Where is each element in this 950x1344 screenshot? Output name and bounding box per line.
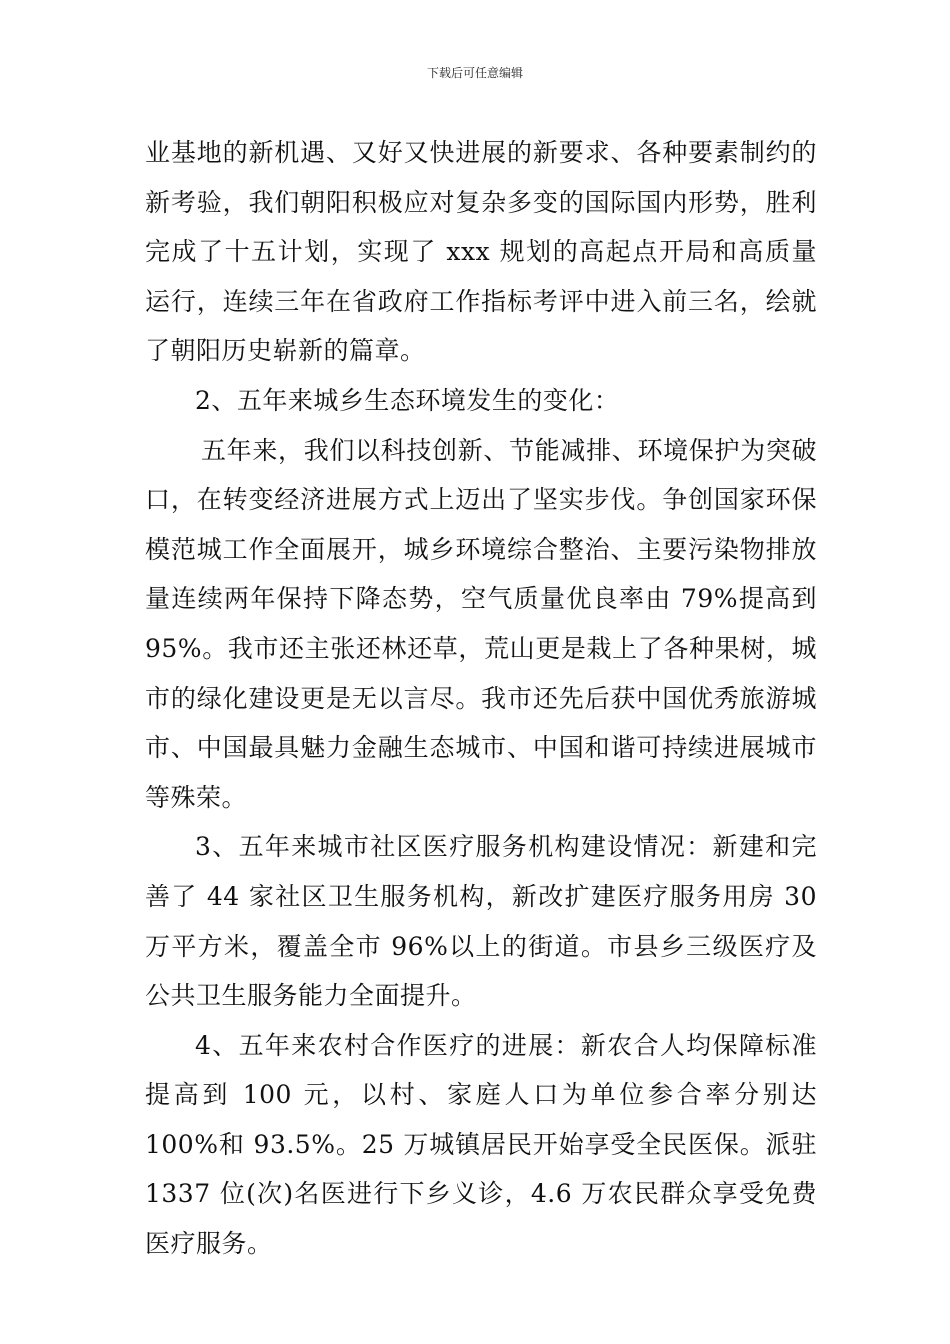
paragraph-heading-2: 2、五年来城乡生态环境发生的变化： (195, 385, 620, 415)
paragraph-continuation: 业基地的新机遇、又好又快进展的新要求、各种要素制约的新考验，我们朝阳积极应对复杂多变的国际国内形势，胜利完成了十五计划，实现了 xxx 规划的高起点开局和高质量运行，连续三年在省政府工作指标考评中进入前三名，绘就了朝阳历史崭新的篇章。 (145, 138, 817, 366)
paragraph-environment: 五年来，我们以科技创新、节能减排、环境保护为突破口，在转变经济进展方式上迈出了坚实步伐。争创国家环保模范城工作全面展开，城乡环境综合整治、主要污染物排放量连续两年保持下降态势，空气质量优良率由 79%提高到 95%。我市还主张还林还草，荒山更是栽上了各种果树，城市的绿化建设更是无以言尽。我市还先后获中国优秀旅游城市、中国最具魅力金融生态城市、中国和谐可持续进展城市等殊荣。 (145, 435, 817, 812)
page-header: 下载后可任意编辑 (426, 66, 523, 80)
paragraph-community-medical: 3、五年来城市社区医疗服务机构建设情况：新建和完善了 44 家社区卫生服务机构，新改扩建医疗服务用房 30 万平方米，覆盖全市 96%以上的街道。市县乡三级医疗及公共卫生服务能力全面提升。 (145, 832, 817, 1011)
document-body (145, 128, 817, 1269)
paragraph-rural-medical: 4、五年来农村合作医疗的进展：新农合人均保障标准提高到 100 元，以村、家庭人口为单位参合率分别达 100%和 93.5%。25 万城镇居民开始享受全民医保。派驻 1337 位(次)名医进行下乡义诊，4.6 万农民群众享受免费医疗服务。 (145, 1030, 817, 1259)
